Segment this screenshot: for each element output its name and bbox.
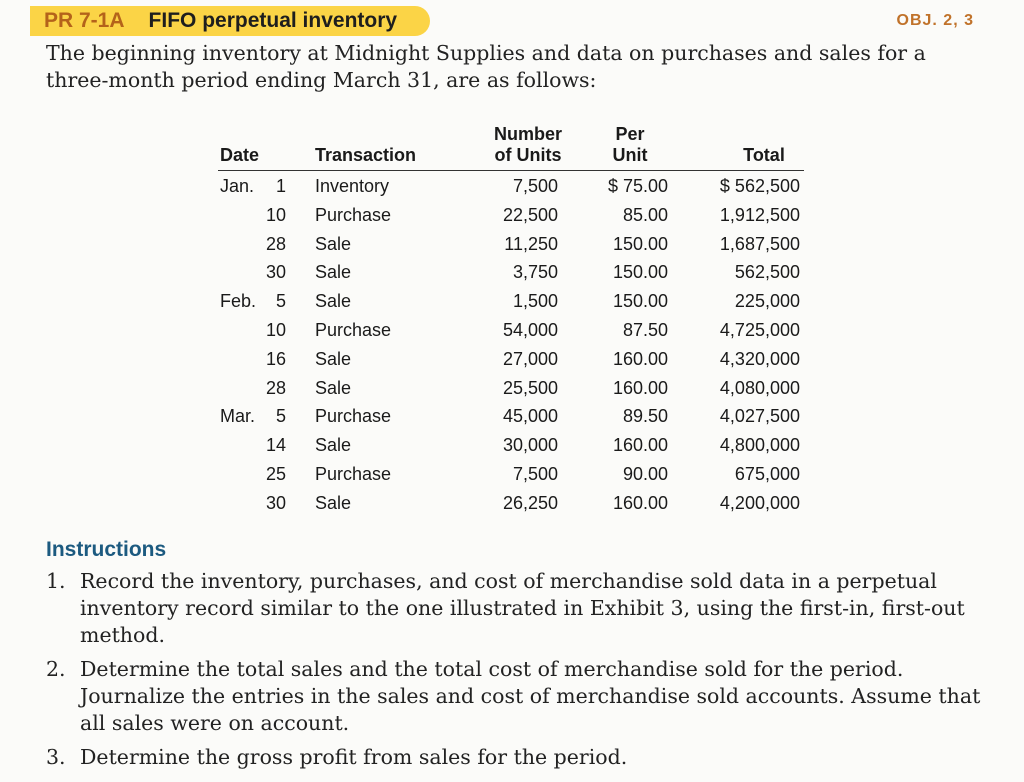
row-per-unit: 160.00 [612, 377, 668, 398]
row-total: 1,912,500 [719, 204, 800, 225]
table-row [218, 257, 804, 286]
row-transaction: Purchase [315, 406, 392, 427]
row-transaction: Sale [315, 233, 352, 254]
row-per-unit: 85.00 [622, 204, 668, 225]
row-total: 675,000 [734, 463, 800, 484]
row-day: 28 [265, 377, 286, 398]
row-total: 4,725,000 [719, 319, 800, 340]
row-day: 30 [265, 492, 286, 513]
row-month: Jan. [220, 176, 255, 196]
header-number-of-units [488, 124, 568, 166]
row-transaction: Purchase [315, 319, 392, 340]
row-transaction: Inventory [315, 176, 390, 196]
row-units: 26,250 [502, 492, 558, 513]
row-transaction: Purchase [315, 204, 392, 225]
row-units: 54,000 [502, 319, 558, 340]
row-day: 14 [265, 435, 286, 456]
instruction-item [46, 656, 986, 737]
header-total: Total [743, 145, 785, 165]
row-units: 27,000 [502, 348, 558, 369]
row-per-unit: 87.50 [622, 319, 668, 340]
row-per-unit: 160.00 [612, 348, 668, 369]
row-per-unit: 89.50 [622, 406, 668, 427]
row-total: 4,200,000 [719, 492, 800, 513]
row-units: 3,750 [512, 262, 558, 283]
table-row [218, 459, 804, 488]
instruction-item [46, 744, 986, 771]
table-row [218, 229, 804, 258]
header-units-line1: Number [493, 124, 562, 144]
header-units-line2: of Units [494, 145, 562, 165]
row-total: 4,027,500 [719, 406, 800, 427]
table-row [218, 344, 804, 373]
row-units: 45,000 [502, 406, 558, 427]
row-per-unit: 90.00 [622, 463, 668, 484]
row-transaction: Sale [315, 262, 352, 283]
row-per-unit: 150.00 [612, 233, 668, 254]
row-units: 22,500 [502, 204, 558, 225]
row-day: 1 [275, 176, 286, 196]
table-row [218, 401, 804, 430]
row-day: 16 [265, 348, 286, 369]
header-per-unit-line2: Unit [612, 145, 648, 165]
row-units: 25,500 [502, 377, 558, 398]
row-total: 1,687,500 [719, 233, 800, 254]
instruction-number: 3. [46, 745, 66, 769]
table-header [218, 120, 804, 171]
row-per-unit: 160.00 [612, 492, 668, 513]
row-day: 10 [265, 319, 286, 340]
row-transaction: Purchase [315, 463, 392, 484]
table-row [218, 430, 804, 459]
inventory-table [218, 120, 804, 517]
row-total: 4,800,000 [719, 435, 800, 456]
row-day: 30 [265, 262, 286, 283]
header-per-unit-line1: Per [615, 124, 645, 144]
table-row [218, 315, 804, 344]
row-units: 7,500 [512, 463, 558, 484]
row-day: 28 [265, 233, 286, 254]
row-month: Mar. [220, 406, 256, 427]
problem-title: FIFO perpetual inventory [148, 9, 398, 32]
row-per-unit: 150.00 [612, 291, 668, 312]
instruction-number: 2. [46, 657, 66, 681]
table-row [218, 171, 804, 200]
instruction-text: Record the inventory, purchases, and cost of merchandise sold data in a perpetual inventory record similar to the one illustrated in Exhibit 3, using the first-in, first-out method. [80, 569, 965, 647]
row-day: 5 [275, 406, 286, 427]
row-units: 11,250 [504, 233, 558, 254]
problem-header [30, 6, 430, 36]
instruction-text: Determine the total sales and the total cost of merchandise sold for the period. Journalize the entries in the sales and cost of merchandise sold accounts. Assume that all sales were on account. [80, 657, 981, 735]
row-transaction: Sale [315, 291, 352, 312]
problem-number: PR 7-1A [44, 9, 125, 32]
table-row [218, 286, 804, 315]
instruction-text: Determine the gross profit from sales for the period. [80, 745, 628, 769]
table-row [218, 373, 804, 402]
row-total: 4,080,000 [719, 377, 800, 398]
row-total: $ 562,500 [719, 176, 800, 196]
row-units: 1,500 [512, 291, 558, 312]
instruction-item [46, 568, 986, 649]
header-per-unit [590, 124, 670, 166]
row-units: 30,000 [502, 435, 558, 456]
row-transaction: Sale [315, 435, 352, 456]
row-total: 562,500 [734, 262, 800, 283]
row-month: Feb. [220, 291, 257, 312]
row-per-unit: 160.00 [612, 435, 668, 456]
row-day: 10 [265, 204, 286, 225]
header-transaction: Transaction [315, 145, 417, 165]
row-per-unit: $ 75.00 [607, 176, 668, 196]
header-date: Date [220, 145, 260, 165]
table-row [218, 200, 804, 229]
row-day: 25 [265, 463, 286, 484]
instructions-heading: Instructions [46, 538, 167, 561]
instruction-number: 1. [46, 569, 66, 593]
table-row [218, 488, 804, 517]
row-units: 7,500 [512, 176, 558, 196]
row-total: 225,000 [734, 291, 800, 312]
row-transaction: Sale [315, 377, 352, 398]
row-total: 4,320,000 [719, 348, 800, 369]
row-transaction: Sale [315, 348, 352, 369]
objective-label: OBJ. 2, 3 [896, 12, 974, 29]
row-per-unit: 150.00 [612, 262, 668, 283]
table-body [218, 171, 804, 517]
row-day: 5 [275, 291, 286, 312]
row-transaction: Sale [315, 492, 352, 513]
intro-paragraph: The beginning inventory at Midnight Supplies and data on purchases and sales for a three-month period ending March 31, are as follows: [46, 41, 926, 92]
